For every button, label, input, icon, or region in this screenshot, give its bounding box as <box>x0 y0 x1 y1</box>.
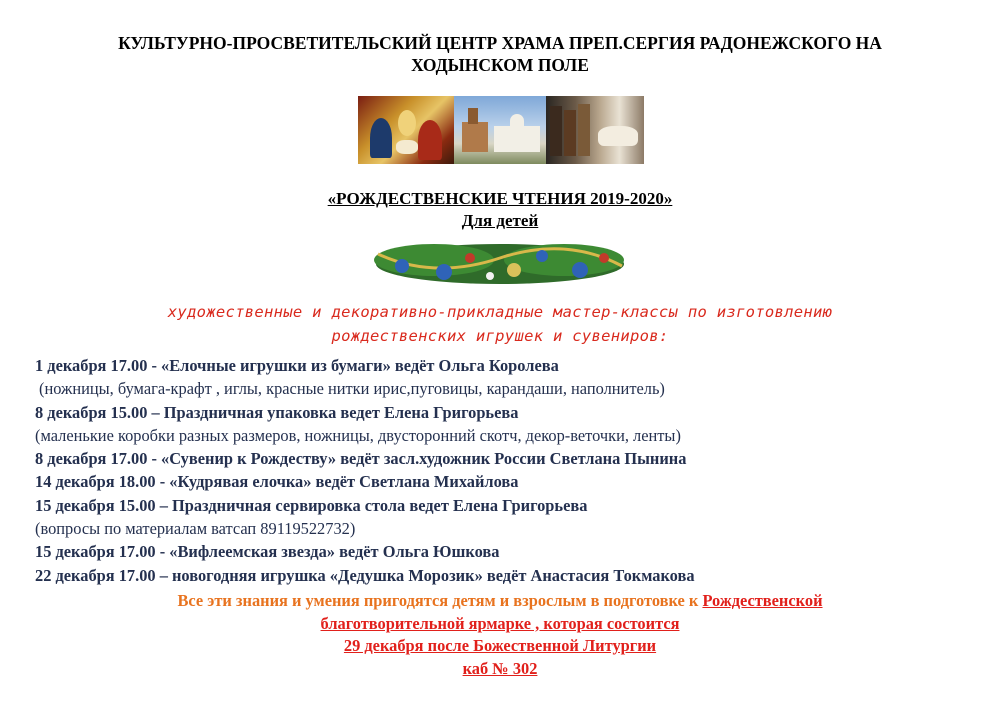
header-title-line1: КУЛЬТУРНО-ПРОСВЕТИТЕЛЬСКИЙ ЦЕНТР ХРАМА ПРЕП.СЕРГИЯ РАДОНЕЖСКОГО НА <box>118 33 882 53</box>
footer-line3: 29 декабря после Божественной Литургии <box>343 636 657 655</box>
events-list <box>35 354 975 587</box>
footer-line1-red: Рождественской <box>702 591 823 610</box>
footer-notice <box>0 590 1000 680</box>
event-item: 15 декабря 15.00 – Праздничная сервировка стола ведет Елена Григорьева <box>35 495 588 515</box>
event-item: 8 декабря 17.00 - «Сувенир к Рождеству» ведёт засл.художник России Светлана Пынина <box>35 449 687 469</box>
christmas-garland-image <box>374 236 626 292</box>
books-and-open-book-image <box>546 96 644 164</box>
church-building-image <box>454 96 546 164</box>
intro-line1: художественные и декоративно-прикладные мастер-классы по изготовлению <box>167 303 833 321</box>
event-materials: (ножницы, бумага-крафт , иглы, красные нитки ирис,пуговицы, карандаши, наполнитель) <box>39 379 665 399</box>
footer-line1 <box>0 590 1000 613</box>
event-item: 8 декабря 15.00 – Праздничная упаковка ведет Елена Григорьева <box>35 402 519 422</box>
footer-line2: благотворительной ярмарке , которая состоится <box>320 613 680 633</box>
intro-text <box>30 300 970 348</box>
event-item: 15 декабря 17.00 - «Вифлеемская звезда» ведёт Ольга Юшкова <box>35 542 500 562</box>
header-title-line2: ХОДЫНСКОМ ПОЛЕ <box>411 55 589 75</box>
document-title: «РОЖДЕСТВЕНСКИЕ ЧТЕНИЯ 2019-2020» <box>327 189 673 208</box>
event-item: 22 декабря 17.00 – новогодняя игрушка «Дедушка Морозик» ведёт Анастасия Токмакова <box>35 565 695 585</box>
event-materials: (вопросы по материалам ватсап 89119522732) <box>35 519 356 539</box>
header-title <box>40 32 960 76</box>
intro-line2: рождественских игрушек и сувениров: <box>331 327 669 345</box>
footer-room: каб № 302 <box>462 658 538 678</box>
event-materials: (маленькие коробки разных размеров, ножницы, двусторонний скотч, декор-веточки, ленты) <box>35 425 681 445</box>
event-item: 14 декабря 18.00 - «Кудрявая елочка» ведёт Светлана Михайлова <box>35 472 519 492</box>
header-photo-collage <box>358 96 644 164</box>
event-item: 1 декабря 17.00 - «Елочные игрушки из бумаги» ведёт Ольга Королева <box>35 356 559 375</box>
nativity-icon-image <box>358 96 454 164</box>
footer-line1-orange: Все эти знания и умения пригодятся детям и взрослым в подготовке к <box>177 591 703 610</box>
document-subtitle: Для детей <box>461 211 539 230</box>
